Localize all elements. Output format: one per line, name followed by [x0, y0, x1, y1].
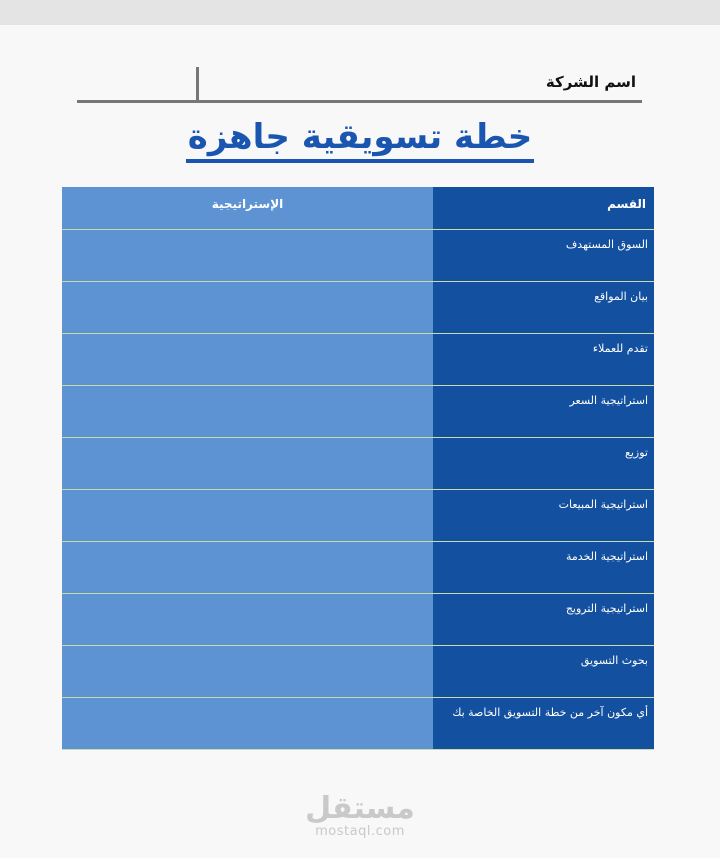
table-row — [62, 593, 654, 645]
section-cell: استراتيجية الترويج — [433, 593, 654, 645]
strategy-cell[interactable] — [62, 489, 433, 541]
section-cell: استراتيجية السعر — [433, 385, 654, 437]
strategy-cell[interactable] — [62, 385, 433, 437]
strategy-cell[interactable] — [62, 437, 433, 489]
strategy-cell[interactable] — [62, 333, 433, 385]
strategy-cell[interactable] — [62, 697, 433, 749]
document-title: خطة تسويقية جاهزة — [186, 117, 534, 163]
section-cell: أي مكون آخر من خطة التسويق الخاصة بك — [433, 697, 654, 749]
company-name-underline — [77, 100, 642, 103]
strategy-cell[interactable] — [62, 541, 433, 593]
table-row — [62, 541, 654, 593]
watermark-latin: mostaql.com — [315, 824, 405, 839]
section-cell: توزيع — [433, 437, 654, 489]
section-cell: السوق المستهدف — [433, 229, 654, 281]
table-row — [62, 645, 654, 697]
table-header-row — [62, 187, 654, 229]
marketing-plan-table — [62, 187, 654, 750]
section-cell: بحوث التسويق — [433, 645, 654, 697]
header-section: القسم — [433, 187, 654, 229]
strategy-cell[interactable] — [62, 645, 433, 697]
strategy-cell[interactable] — [62, 593, 433, 645]
table-row — [62, 229, 654, 281]
watermark-arabic: مستقل — [305, 791, 415, 826]
header-strategy: الإستراتيجية — [62, 187, 433, 229]
table-row — [62, 333, 654, 385]
company-name-label: اسم الشركة — [545, 73, 636, 91]
table-row — [62, 385, 654, 437]
document-page — [0, 25, 720, 858]
table-row — [62, 489, 654, 541]
strategy-cell[interactable] — [62, 229, 433, 281]
company-name-divider — [196, 67, 199, 101]
table-row — [62, 281, 654, 333]
browser-top-bar — [0, 0, 720, 25]
table-row — [62, 437, 654, 489]
section-cell: استراتيجية المبيعات — [433, 489, 654, 541]
strategy-cell[interactable] — [62, 281, 433, 333]
watermark — [0, 793, 720, 839]
section-cell: تقدم للعملاء — [433, 333, 654, 385]
table-row — [62, 697, 654, 749]
section-cell: بيان المواقع — [433, 281, 654, 333]
section-cell: استراتيجية الخدمة — [433, 541, 654, 593]
